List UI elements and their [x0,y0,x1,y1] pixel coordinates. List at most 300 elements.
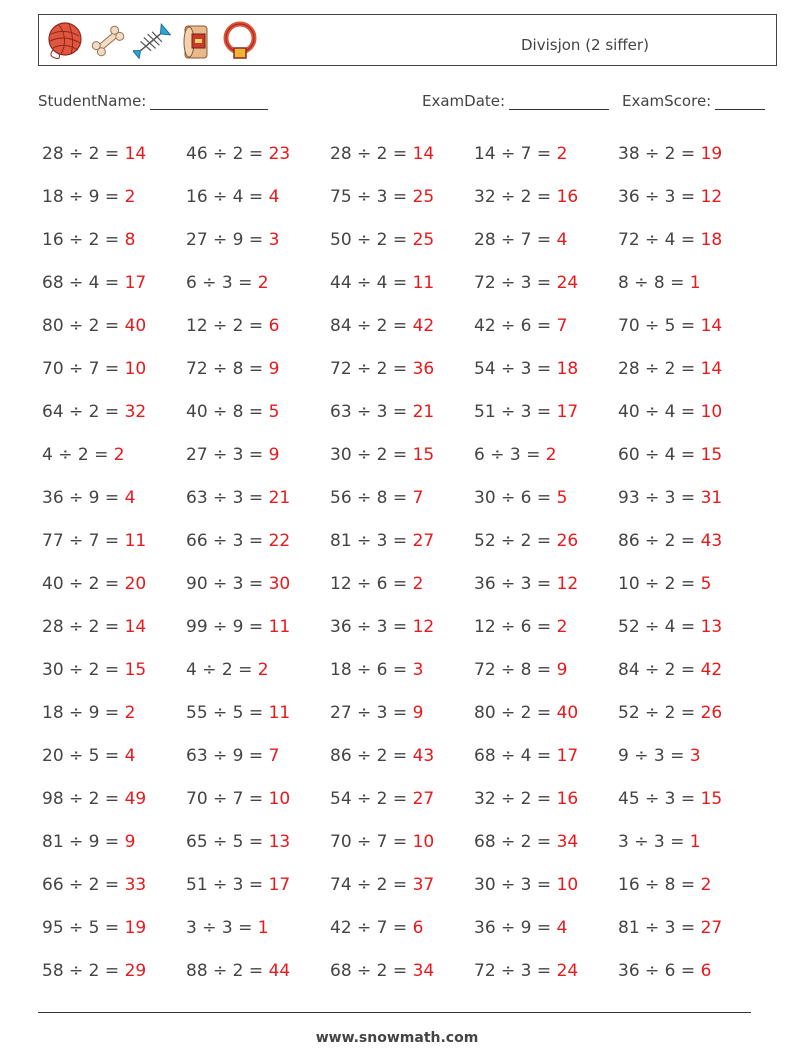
problem-question: 81 ÷ 3 = [618,917,701,938]
problem-cell [474,746,618,766]
problem-cell [474,359,618,379]
problem-cell [42,746,186,766]
problem-question: 88 ÷ 2 = [186,960,269,981]
problem-cell [474,918,618,938]
problem-question: 3 ÷ 3 = [618,831,690,852]
problem-question: 42 ÷ 6 = [474,315,557,336]
problem-question: 16 ÷ 2 = [42,229,125,250]
problem-answer: 11 [124,530,147,551]
problem-question: 46 ÷ 2 = [186,143,269,164]
problem-question: 64 ÷ 2 = [42,401,125,422]
problem-cell [618,144,762,164]
problem-question: 72 ÷ 8 = [474,659,557,680]
problem-cell [186,746,330,766]
problem-cell [618,746,762,766]
problem-question: 8 ÷ 8 = [618,272,690,293]
problem-question: 40 ÷ 8 = [186,401,269,422]
problem-question: 68 ÷ 4 = [42,272,125,293]
problem-cell [42,273,186,293]
problem-cell [474,574,618,594]
problem-cell [186,703,330,723]
problem-answer: 2 [124,702,136,723]
problem-row [42,906,762,949]
problem-answer: 19 [124,917,147,938]
problem-question: 70 ÷ 5 = [618,315,701,336]
problem-question: 28 ÷ 2 = [42,143,125,164]
problem-question: 40 ÷ 4 = [618,401,701,422]
problem-answer: 2 [257,659,269,680]
problem-cell [42,488,186,508]
problem-question: 52 ÷ 2 = [474,530,557,551]
problem-answer: 14 [124,616,147,637]
problem-cell [618,832,762,852]
problem-question: 63 ÷ 3 = [186,487,269,508]
problem-question: 70 ÷ 7 = [42,358,125,379]
problem-question: 81 ÷ 3 = [330,530,413,551]
problem-cell [186,789,330,809]
problem-question: 28 ÷ 7 = [474,229,557,250]
problem-question: 4 ÷ 2 = [186,659,258,680]
problem-answer: 11 [412,272,435,293]
problem-answer: 9 [268,444,280,465]
student-name-field [38,92,268,110]
problem-question: 28 ÷ 2 = [330,143,413,164]
problem-cell [474,187,618,207]
problem-row [42,863,762,906]
problem-question: 72 ÷ 3 = [474,272,557,293]
problem-cell [618,488,762,508]
problem-answer: 20 [124,573,147,594]
problem-answer: 33 [124,874,147,895]
problem-cell [186,918,330,938]
problem-row [42,820,762,863]
problem-question: 70 ÷ 7 = [186,788,269,809]
problem-answer: 6 [700,960,712,981]
problem-question: 74 ÷ 2 = [330,874,413,895]
problem-cell [42,316,186,336]
problem-answer: 14 [700,358,723,379]
problem-answer: 12 [412,616,435,637]
problem-answer: 42 [700,659,723,680]
footer-url: www.snowmath.com [315,1030,479,1046]
problem-question: 84 ÷ 2 = [330,315,413,336]
problem-answer: 6 [268,315,280,336]
problem-question: 52 ÷ 2 = [618,702,701,723]
problem-cell [330,230,474,250]
problem-cell [186,660,330,680]
problem-answer: 4 [268,186,280,207]
problem-row [42,734,762,777]
problem-cell [330,187,474,207]
problem-answer: 5 [556,487,568,508]
problem-answer: 15 [700,444,723,465]
problem-cell [186,273,330,293]
problem-answer: 13 [268,831,291,852]
problem-row [42,261,762,304]
problem-answer: 9 [412,702,424,723]
problem-question: 6 ÷ 3 = [474,444,546,465]
problem-question: 30 ÷ 6 = [474,487,557,508]
problem-answer: 34 [556,831,579,852]
problem-question: 93 ÷ 3 = [618,487,701,508]
problem-question: 51 ÷ 3 = [186,874,269,895]
problem-cell [186,617,330,637]
problem-answer: 25 [412,186,435,207]
problem-question: 72 ÷ 4 = [618,229,701,250]
problem-cell [330,617,474,637]
problem-cell [186,961,330,981]
problem-row [42,562,762,605]
problem-question: 27 ÷ 3 = [330,702,413,723]
problem-cell [42,660,186,680]
exam-date-field [422,92,609,110]
problem-answer: 8 [124,229,136,250]
problem-answer: 17 [556,401,579,422]
problem-answer: 1 [689,272,701,293]
exam-date-blank [509,93,609,110]
footer-divider [38,1012,751,1013]
problem-cell [330,316,474,336]
problem-cell [42,617,186,637]
problem-answer: 43 [412,745,435,766]
problem-answer: 43 [700,530,723,551]
problem-question: 52 ÷ 4 = [618,616,701,637]
problem-answer: 5 [700,573,712,594]
problem-question: 66 ÷ 2 = [42,874,125,895]
problem-answer: 5 [268,401,280,422]
problem-question: 77 ÷ 7 = [42,530,125,551]
problem-question: 72 ÷ 3 = [474,960,557,981]
problem-answer: 10 [412,831,435,852]
problem-question: 98 ÷ 2 = [42,788,125,809]
problem-cell [330,402,474,422]
problem-row [42,777,762,820]
problem-answer: 29 [124,960,147,981]
problem-row [42,476,762,519]
problem-cell [618,703,762,723]
problem-cell [42,703,186,723]
problem-answer: 27 [412,530,435,551]
problem-cell [42,832,186,852]
problem-row [42,132,762,175]
problem-cell [330,144,474,164]
problem-question: 63 ÷ 9 = [186,745,269,766]
problem-question: 9 ÷ 3 = [618,745,690,766]
problem-cell [186,402,330,422]
problem-cell [618,617,762,637]
problem-question: 6 ÷ 3 = [186,272,258,293]
problem-question: 86 ÷ 2 = [330,745,413,766]
problem-answer: 15 [124,659,147,680]
problem-answer: 4 [556,229,568,250]
problem-cell [42,961,186,981]
problem-answer: 3 [268,229,280,250]
problem-question: 20 ÷ 5 = [42,745,125,766]
problem-question: 90 ÷ 3 = [186,573,269,594]
problem-cell [474,875,618,895]
problem-question: 42 ÷ 7 = [330,917,413,938]
problem-question: 70 ÷ 7 = [330,831,413,852]
problem-question: 27 ÷ 9 = [186,229,269,250]
problem-answer: 16 [556,788,579,809]
problem-answer: 36 [412,358,435,379]
problem-question: 54 ÷ 3 = [474,358,557,379]
problem-answer: 4 [124,745,136,766]
problem-cell [618,574,762,594]
student-name-blank [150,93,268,110]
problem-question: 72 ÷ 2 = [330,358,413,379]
problem-answer: 9 [124,831,136,852]
problem-question: 18 ÷ 9 = [42,186,125,207]
problem-answer: 18 [700,229,723,250]
problem-cell [42,230,186,250]
problem-row [42,648,762,691]
problem-answer: 2 [257,272,269,293]
problem-row [42,691,762,734]
problem-question: 16 ÷ 4 = [186,186,269,207]
problem-answer: 10 [700,401,723,422]
problem-answer: 12 [700,186,723,207]
problem-cell [42,531,186,551]
problem-question: 36 ÷ 9 = [42,487,125,508]
problem-cell [618,660,762,680]
problem-answer: 9 [268,358,280,379]
student-name-label: StudentName: [38,92,147,110]
problem-cell [42,359,186,379]
problem-question: 40 ÷ 2 = [42,573,125,594]
problem-cell [474,531,618,551]
problem-cell [474,273,618,293]
problem-cell [618,789,762,809]
problem-cell [42,144,186,164]
problem-question: 55 ÷ 5 = [186,702,269,723]
problem-question: 16 ÷ 8 = [618,874,701,895]
problem-question: 30 ÷ 2 = [42,659,125,680]
problem-answer: 22 [268,530,291,551]
problem-question: 28 ÷ 2 = [42,616,125,637]
problem-row [42,605,762,648]
problem-answer: 11 [268,616,291,637]
problem-cell [186,574,330,594]
drum-icon [177,20,215,62]
problem-question: 12 ÷ 6 = [330,573,413,594]
problem-answer: 27 [412,788,435,809]
problem-cell [186,359,330,379]
problem-row [42,390,762,433]
problem-cell [474,445,618,465]
problem-question: 36 ÷ 6 = [618,960,701,981]
problem-cell [42,574,186,594]
yarn-ball-icon [45,20,83,62]
problem-question: 27 ÷ 3 = [186,444,269,465]
problem-cell [474,961,618,981]
problem-question: 68 ÷ 2 = [330,960,413,981]
problem-cell [186,230,330,250]
problem-answer: 10 [124,358,147,379]
problem-cell [330,746,474,766]
problem-cell [474,230,618,250]
problem-cell [186,316,330,336]
problem-answer: 2 [556,616,568,637]
worksheet-title: Divisjon (2 siffer) [521,36,649,54]
problem-answer: 16 [556,186,579,207]
problem-answer: 27 [700,917,723,938]
problem-cell [42,445,186,465]
problem-cell [330,703,474,723]
problem-answer: 2 [113,444,125,465]
problem-answer: 25 [412,229,435,250]
problem-answer: 1 [257,917,269,938]
problem-question: 30 ÷ 3 = [474,874,557,895]
problem-cell [330,832,474,852]
problem-question: 32 ÷ 2 = [474,186,557,207]
problem-question: 44 ÷ 4 = [330,272,413,293]
problem-cell [42,187,186,207]
problem-question: 30 ÷ 2 = [330,444,413,465]
problem-cell [618,531,762,551]
problem-cell [330,875,474,895]
problem-answer: 14 [700,315,723,336]
worksheet-header [38,14,777,66]
problem-cell [618,273,762,293]
problem-cell [186,531,330,551]
problem-cell [42,402,186,422]
problem-answer: 31 [700,487,723,508]
problem-answer: 2 [545,444,557,465]
problem-answer: 4 [124,487,136,508]
problem-answer: 37 [412,874,435,895]
problem-cell [618,359,762,379]
problem-question: 65 ÷ 5 = [186,831,269,852]
problem-cell [186,875,330,895]
problem-cell [474,402,618,422]
problem-answer: 2 [124,186,136,207]
problem-answer: 2 [700,874,712,895]
problem-answer: 2 [412,573,424,594]
problem-cell [330,961,474,981]
problem-cell [618,961,762,981]
problem-question: 66 ÷ 3 = [186,530,269,551]
problem-answer: 9 [556,659,568,680]
problem-answer: 4 [556,917,568,938]
problem-answer: 19 [700,143,723,164]
problem-grid [42,132,762,992]
problem-question: 56 ÷ 8 = [330,487,413,508]
problem-cell [474,789,618,809]
problem-cell [474,660,618,680]
problem-question: 45 ÷ 3 = [618,788,701,809]
problem-answer: 3 [689,745,701,766]
problem-cell [330,789,474,809]
problem-cell [186,144,330,164]
problem-row [42,949,762,992]
problem-question: 80 ÷ 2 = [474,702,557,723]
problem-cell [330,531,474,551]
problem-answer: 34 [412,960,435,981]
ring-icon [221,20,259,62]
problem-question: 68 ÷ 2 = [474,831,557,852]
problem-cell [42,918,186,938]
problem-question: 95 ÷ 5 = [42,917,125,938]
problem-answer: 42 [412,315,435,336]
problem-question: 36 ÷ 3 = [474,573,557,594]
problem-question: 14 ÷ 7 = [474,143,557,164]
problem-cell [330,660,474,680]
problem-answer: 13 [700,616,723,637]
problem-question: 63 ÷ 3 = [330,401,413,422]
problem-answer: 40 [556,702,579,723]
problem-cell [618,316,762,336]
problem-cell [186,445,330,465]
problem-cell [186,488,330,508]
problem-cell [474,617,618,637]
problem-cell [474,316,618,336]
problem-question: 68 ÷ 4 = [474,745,557,766]
problem-cell [330,273,474,293]
exam-score-label: ExamScore: [622,92,712,110]
problem-row [42,433,762,476]
problem-answer: 10 [556,874,579,895]
problem-answer: 14 [124,143,147,164]
problem-answer: 7 [268,745,280,766]
problem-answer: 26 [700,702,723,723]
problem-answer: 18 [556,358,579,379]
problem-cell [474,144,618,164]
fish-skeleton-icon [133,20,171,62]
problem-answer: 23 [268,143,291,164]
problem-question: 36 ÷ 3 = [618,186,701,207]
problem-question: 12 ÷ 6 = [474,616,557,637]
problem-question: 58 ÷ 2 = [42,960,125,981]
problem-cell [618,230,762,250]
problem-question: 54 ÷ 2 = [330,788,413,809]
problem-cell [330,488,474,508]
problem-cell [42,789,186,809]
problem-cell [474,488,618,508]
problem-cell [618,445,762,465]
problem-cell [186,187,330,207]
problem-question: 10 ÷ 2 = [618,573,701,594]
problem-answer: 30 [268,573,291,594]
problem-cell [42,875,186,895]
problem-cell [618,402,762,422]
problem-question: 80 ÷ 2 = [42,315,125,336]
problem-answer: 17 [124,272,147,293]
problem-cell [618,875,762,895]
problem-question: 18 ÷ 6 = [330,659,413,680]
problem-answer: 7 [412,487,424,508]
exam-score-blank [715,93,765,110]
problem-answer: 3 [412,659,424,680]
problem-cell [330,359,474,379]
problem-answer: 32 [124,401,147,422]
problem-question: 86 ÷ 2 = [618,530,701,551]
problem-question: 18 ÷ 9 = [42,702,125,723]
problem-cell [330,445,474,465]
exam-date-label: ExamDate: [422,92,506,110]
problem-question: 38 ÷ 2 = [618,143,701,164]
problem-row [42,175,762,218]
problem-answer: 10 [268,788,291,809]
problem-cell [330,918,474,938]
exam-score-field [622,92,765,110]
problem-answer: 15 [700,788,723,809]
problem-answer: 17 [556,745,579,766]
problem-cell [618,918,762,938]
problem-question: 75 ÷ 3 = [330,186,413,207]
problem-answer: 21 [412,401,435,422]
problem-answer: 7 [556,315,568,336]
